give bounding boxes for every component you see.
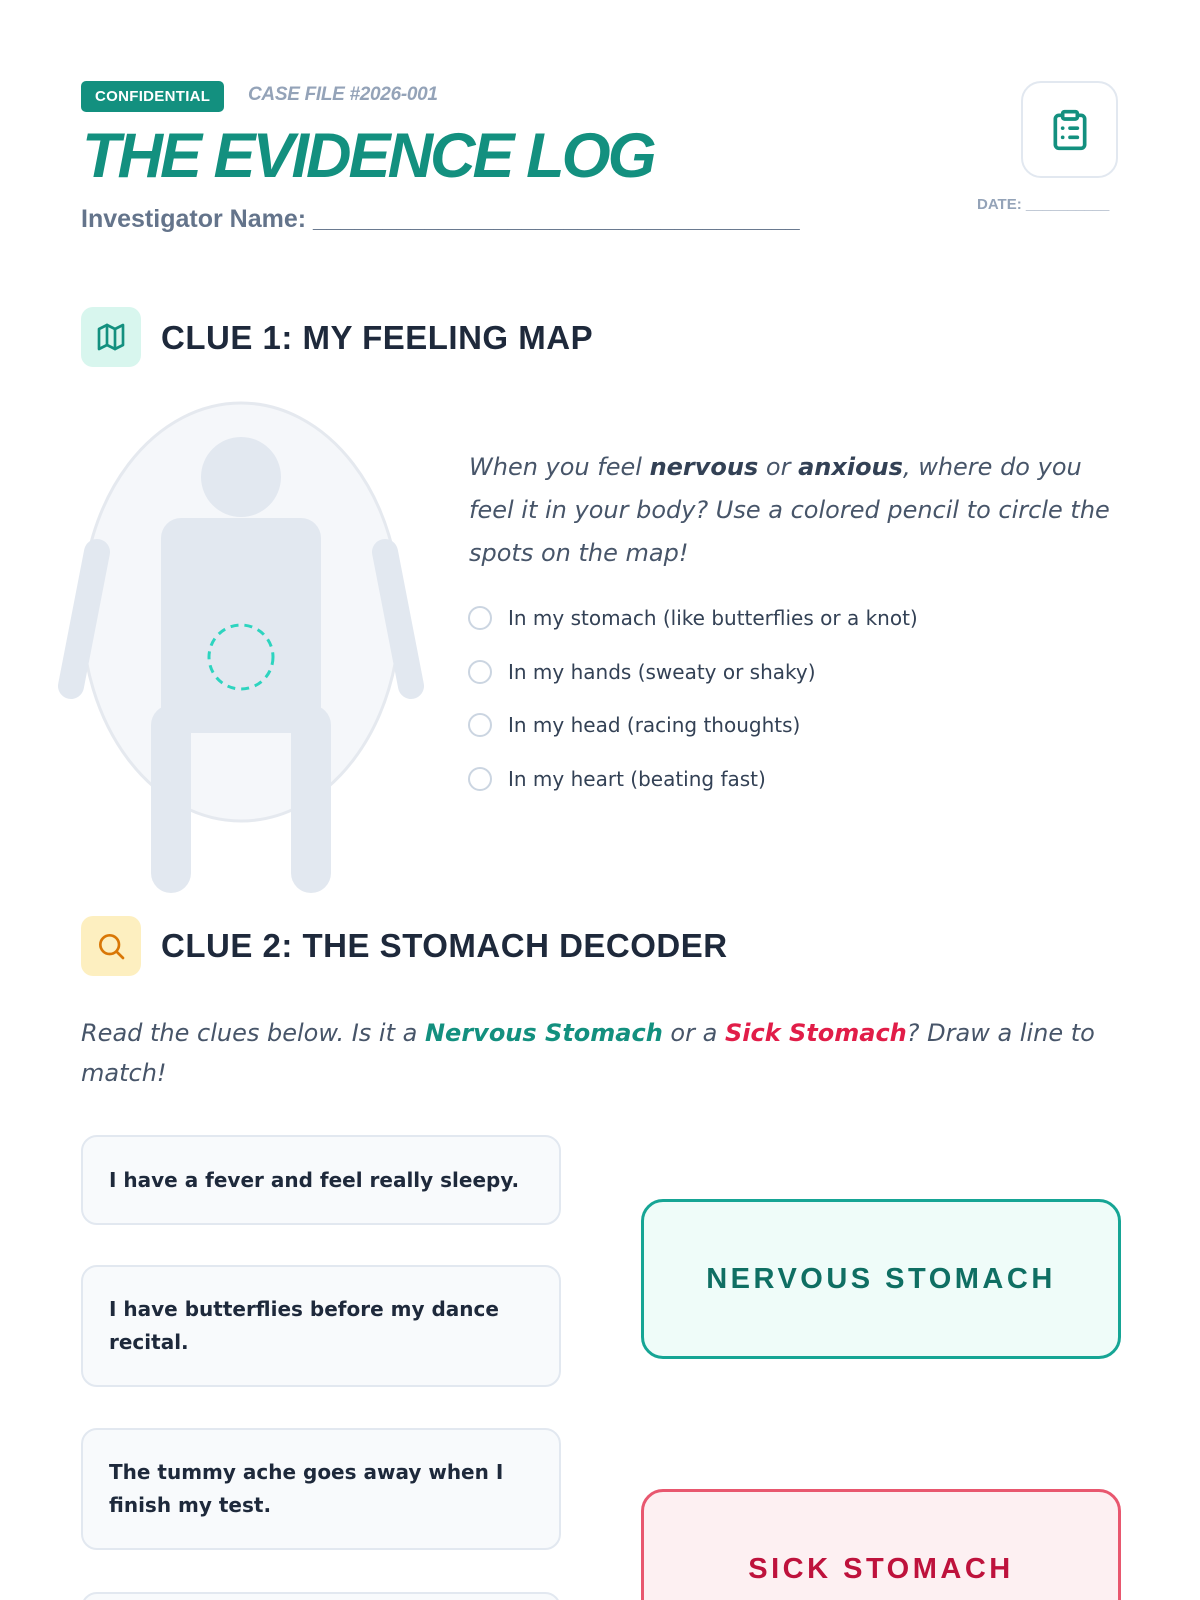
body-feeling-checklist bbox=[468, 596, 918, 810]
prompt-emphasis-anxious: anxious bbox=[798, 453, 903, 481]
investigator-name-label: Investigator Name: bbox=[81, 205, 307, 233]
body-torso bbox=[161, 518, 321, 733]
clue1-title: CLUE 1: MY FEELING MAP bbox=[161, 319, 594, 356]
investigator-name-blank[interactable]: ___________________________________ bbox=[313, 205, 800, 233]
clue2-icon-tile bbox=[81, 916, 141, 976]
radio-circle[interactable] bbox=[468, 767, 492, 791]
body-map-figure[interactable] bbox=[50, 400, 430, 900]
body-left-leg bbox=[151, 705, 191, 893]
case-file-number: CASE FILE #2026-001 bbox=[248, 84, 438, 105]
clipboard-list-icon bbox=[1048, 108, 1092, 152]
prompt-text: When you feel bbox=[469, 453, 650, 481]
clue2-title: CLUE 2: THE STOMACH DECODER bbox=[161, 927, 728, 964]
prompt-text: , where do you feel it in your body? Use a colored pencil to circle the spots on the map! bbox=[469, 453, 1110, 567]
date-field[interactable] bbox=[977, 196, 1109, 213]
clue-card[interactable] bbox=[81, 1265, 561, 1387]
body-right-leg bbox=[291, 705, 331, 893]
clue-card-text: I have a fever and feel really sleepy. bbox=[109, 1167, 520, 1192]
feeling-map-prompt bbox=[469, 446, 1129, 575]
clue-card-partial[interactable] bbox=[81, 1592, 561, 1600]
decoder-prompt bbox=[81, 1013, 1121, 1093]
prompt-text: ? Draw a line to match! bbox=[81, 1019, 1095, 1087]
investigator-name-field[interactable] bbox=[81, 205, 800, 234]
date-label: DATE: bbox=[977, 196, 1022, 213]
date-blank[interactable]: __________ bbox=[1025, 196, 1110, 213]
clue-card-text: The tummy ache goes away when I finish my test. bbox=[109, 1460, 504, 1517]
nervous-stomach-target[interactable]: NERVOUS STOMACH bbox=[641, 1199, 1121, 1359]
radio-circle[interactable] bbox=[468, 713, 492, 737]
radio-circle[interactable] bbox=[468, 660, 492, 684]
checklist-label: In my stomach (like butterflies or a knot) bbox=[508, 606, 918, 630]
checklist-label: In my hands (sweaty or shaky) bbox=[508, 659, 816, 684]
prompt-nervous-stomach: Nervous Stomach bbox=[424, 1019, 663, 1047]
prompt-sick-stomach: Sick Stomach bbox=[724, 1019, 907, 1047]
page-title: THE EVIDENCE LOG bbox=[82, 121, 654, 191]
clue1-icon-tile bbox=[81, 307, 141, 367]
prompt-text: or a bbox=[662, 1019, 725, 1047]
search-icon bbox=[95, 930, 127, 962]
prompt-text: or bbox=[758, 453, 799, 481]
checklist-item[interactable] bbox=[468, 703, 918, 757]
checklist-label: In my head (racing thoughts) bbox=[508, 713, 801, 737]
clue-card[interactable] bbox=[81, 1135, 561, 1225]
map-icon bbox=[95, 321, 127, 353]
radio-circle[interactable] bbox=[468, 606, 492, 630]
clue-card-text: I have butterflies before my dance recital. bbox=[109, 1297, 499, 1354]
sick-stomach-target[interactable]: SICK STOMACH bbox=[641, 1489, 1121, 1600]
clipboard-button[interactable] bbox=[1021, 81, 1118, 178]
clue-card[interactable] bbox=[81, 1428, 561, 1550]
prompt-text: Read the clues below. Is it a bbox=[81, 1019, 425, 1047]
confidential-badge: CONFIDENTIAL bbox=[81, 81, 224, 112]
prompt-emphasis-nervous: nervous bbox=[649, 453, 759, 481]
checklist-item[interactable] bbox=[468, 757, 918, 811]
checklist-label: In my heart (beating fast) bbox=[508, 766, 766, 791]
checklist-item[interactable] bbox=[468, 650, 918, 704]
checklist-item[interactable] bbox=[468, 596, 918, 650]
body-head bbox=[201, 437, 281, 517]
